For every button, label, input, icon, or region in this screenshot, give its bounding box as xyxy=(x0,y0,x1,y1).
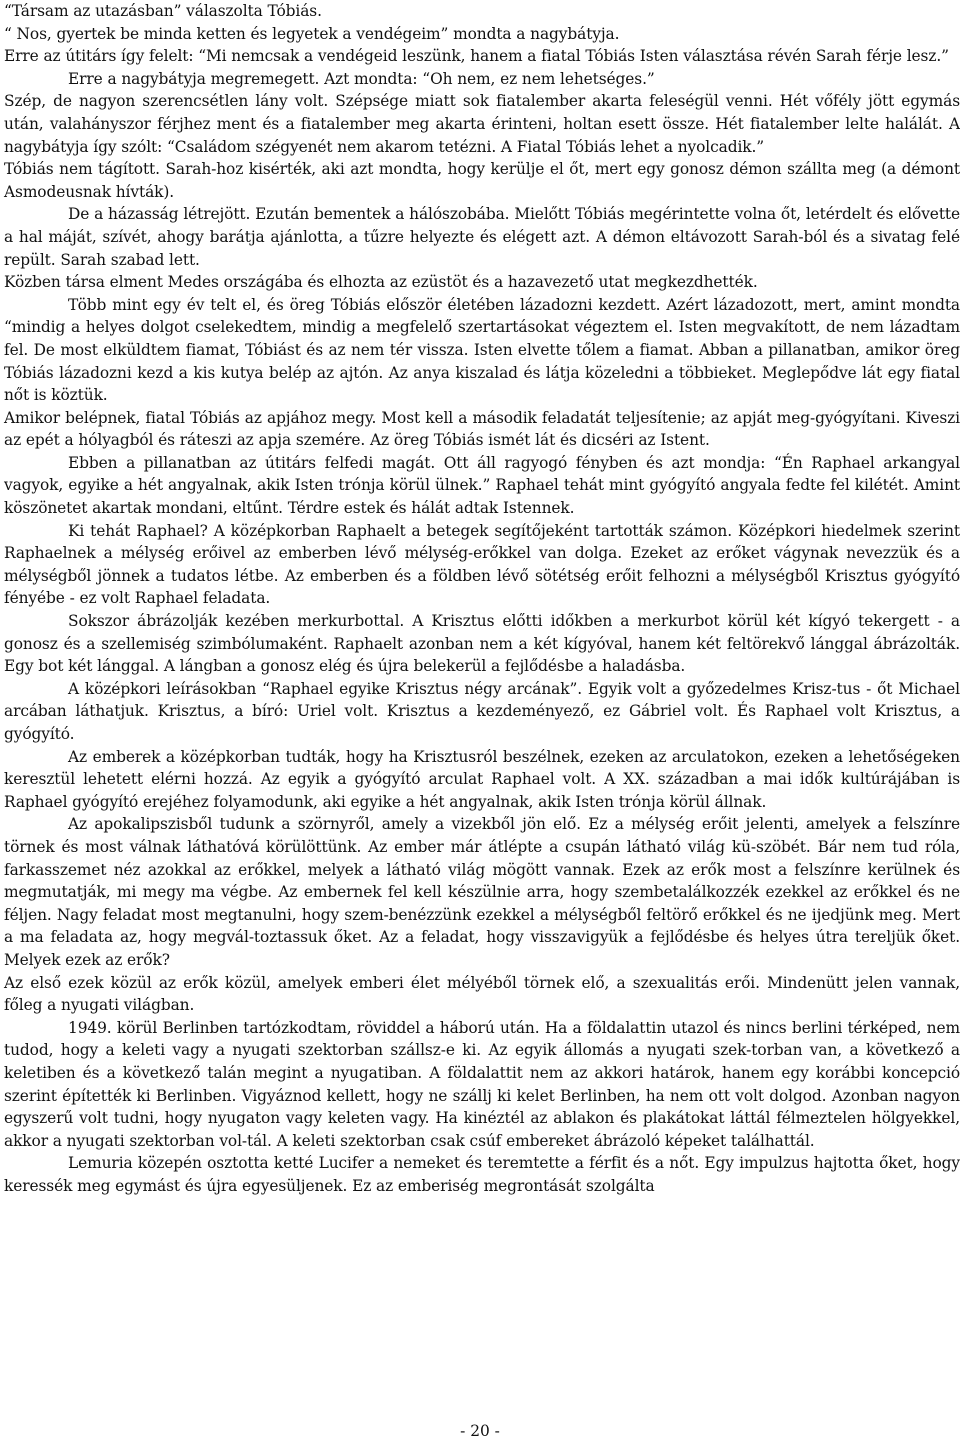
paragraph: Az apokalipszisből tudunk a szörnyről, amely a vizekből jön elő. Ez a mélység erőit jelenti, amelyek a felszínre törnek és most válnak láthatóvá körülöttünk. Az ember már átlépte a csupán látható világ kü-szöbét. Bár nem tud róla, farkasszemet néz azokkal az erőkkel, melyek a látható világ mögött vannak. Ezek az erők most a felszínre kerülnek és megmutatják, mi megy ma végbe. Az embernek fel kell készülnie arra, hogy szembetalálkozzék ezekkel az erőkkel és ne féljen. Nagy feladat most megtanulni, hogy szem-benézzünk ezekkel a mélységből feltörő erőkkel és ne ijedjünk meg. Mert a ma feladata az, hogy megvál-toztassuk őket. Az a feladat, hogy visszavigyük a fejlődésbe és helyes útra tereljük őket. Melyek ezek az erők? xyxy=(4,815,960,969)
paragraph: Az emberek a középkorban tudták, hogy ha Krisztusról beszélnek, ezeken az arculatokon, ezeken a lehetőségeken keresztül lehetett elérni hozzá. Az egyik a gyógyító arculat Raphael volt. A XX. században a mai idők kultúrájában is Raphael gyógyító erejéhez folyamodunk, aki egyike a hét angyalnak, akik Isten trónja körül állnak. xyxy=(4,747,960,811)
paragraph: “ Nos, gyertek be minda ketten és legyetek a vendégeim” mondta a nagybátyja. xyxy=(4,24,620,43)
body-text xyxy=(4,0,960,1197)
page-number: - 20 - xyxy=(460,1422,500,1440)
paragraph: De a házasság létrejött. Ezután bementek a hálószobába. Mielőtt Tóbiás megérintette volna őt, letérdelt és elővette a hal máját, szívét, ahogy barátja ajánlotta, a tűzre helyezte és elégett azt. A démon eltávozott Sarah-ból és a sivatag felé repült. Sarah szabad lett. xyxy=(4,205,960,269)
paragraph: Több mint egy év telt el, és öreg Tóbiás először életében lázadozni kezdett. Azért lázadozott, mert, amint mondta “mindig a helyes dolgot cselekedtem, mindig a megfelelő szertartásokat végeztem el. Isten megvakított, de nem lázadtam fel. De most elküldtem fiamat, Tóbiást és az nem tér vissza. Isten elvette tőlem a fiamat. Abban a pillanatban, amikor öreg Tóbiás lázadozni kezd a kis kutya belép az ajtón. Az anya kiszalad és látja közeledni a többieket. Meglepődve lát egy fiatal nőt is köztük. xyxy=(4,295,960,405)
paragraph: Tóbiás nem tágított. Sarah-hoz kisérték, aki azt mondta, hogy kerülje el őt, mert egy gonosz démon szállta meg (a démont Asmodeusnak hívták). xyxy=(4,160,960,201)
paragraph: Közben társa elment Medes országába és elhozta az ezüstöt és a hazavezető utat megkezdhették. xyxy=(4,273,758,292)
paragraph: Sokszor ábrázolják kezében merkurbottal. A Krisztus előtti időkben a merkurbot körül két kígyó tekergett - a gonosz és a szellemiség szimbólumaként. Raphaelt azonban nem a két kígyóval, hanem két feltörekvő lánggal ábrázolták. Egy bot két lánggal. A lángban a gonosz elég és újra belekerül a fejlődésbe a haladásba. xyxy=(4,612,960,676)
paragraph: Ki tehát Raphael? A középkorban Raphaelt a betegek segítőjeként tartották számon. Középkori hiedelmek szerint Raphaelnek a mélység erőivel az emberben lévő mélység-erőkkel van dolga. Ezeket az erőket vágynak nevezzük és a mélységből jönnek a tudatos létbe. Az emberben és a földben lévő sötétség erőit felhozni a mélységből Krisztus gyógyító fényébe - ez volt Raphael feladata. xyxy=(4,521,960,608)
paragraph: Ebben a pillanatban az útitárs felfedi magát. Ott áll ragyogó fényben és azt mondja: “Én Raphael arkangyal vagyok, egyike a hét angyalnak, akik Isten trónja körül ülnek.” Raphael tehát mint gyógyító angyala fedte fel kilétét. Amint köszönetet akartak mondani, eltűnt. Térdre estek és hálát adtak Istennek. xyxy=(4,453,960,518)
paragraph: A középkori leírásokban “Raphael egyike Krisztus négy arcának”. Egyik volt a győzedelmes Krisz-tus - őt Michael arcában láthatjuk. Krisztus, a bíró: Uriel volt. Krisztus a kezdeményező, ez Gábriel volt. És Raphael volt Krisztus, a gyógyító. xyxy=(4,679,960,743)
paragraph: Az első ezek közül az erők közül, amelyek emberi élet mélyéből törnek elő, a szexualitás erői. Mindenütt jelen vannak, főleg a nyugati világban. xyxy=(4,973,960,1015)
paragraph: Szép, de nagyon szerencsétlen lány volt. Szépsége miatt sok fiatalember akarta feleségül venni. Hét vőfély jött egymás után, valahányszor férjhez ment és a fiatalember meg akarta érinteni, holtan esett össze. Hét fiatalember lelte halálát. A nagybátyja így szólt: “Családom szégyenét nem akarom tetézni. A Fiatal Tóbiás lehet a nyolcadik.” xyxy=(4,92,960,156)
paragraph: 1949. körül Berlinben tartózkodtam, röviddel a háború után. Ha a földalattin utazol és nincs berlini térképed, nem tudod, hogy a keleti vagy a nyugati szektorban szállsz-e ki. Az egyik állomás a nyugati szek-torban van, a következő a keletiben és a következő talán megint a nyugatiban. A földalattit nem az akkori határok, hanem egy korábbi koncepció szerint építették ki Berlinben. Vigyáznod kellett, hogy ne szállj ki kelet Berlinben, ha nem ott volt dolgod. Azonban nagyon egyszerű volt tudni, hogy nyugaton vagy keleten vagy. Ha kinéztél az ablakon és plakátokat láttál félmeztelen hölgyekkel, akkor a nyugati szektorban vol-tál. A keleti szektorban csak csúf embereket ábrázoló képeket találhattál. xyxy=(4,1018,960,1150)
paragraph: “Társam az utazásban” válaszolta Tóbiás. xyxy=(4,2,322,20)
paragraph: Erre a nagybátyja megremegett. Azt mondta: “Oh nem, ez nem lehetséges.” xyxy=(68,69,655,88)
paragraph: Lemuria közepén osztotta ketté Lucifer a nemeket és teremtette a férfit és a nőt. Egy impulzus hajtotta őket, hogy keressék meg egymást és újra egyesüljenek. Ez az emberiség megrontását szolgálta xyxy=(4,1154,960,1195)
paragraph: Erre az útitárs így felelt: “Mi nemcsak a vendégeid leszünk, hanem a fiatal Tóbiás Isten választása révén Sarah férje lesz.” xyxy=(4,47,949,66)
paragraph: Amikor belépnek, fiatal Tóbiás az apjához megy. Most kell a második feladatát teljesítenie; az apját meg-gyógyítani. Kiveszi az epét a hólyagból és ráteszi az apja szemére. Az öreg Tóbiás ismét lát és dicséri az Istent. xyxy=(4,408,960,450)
